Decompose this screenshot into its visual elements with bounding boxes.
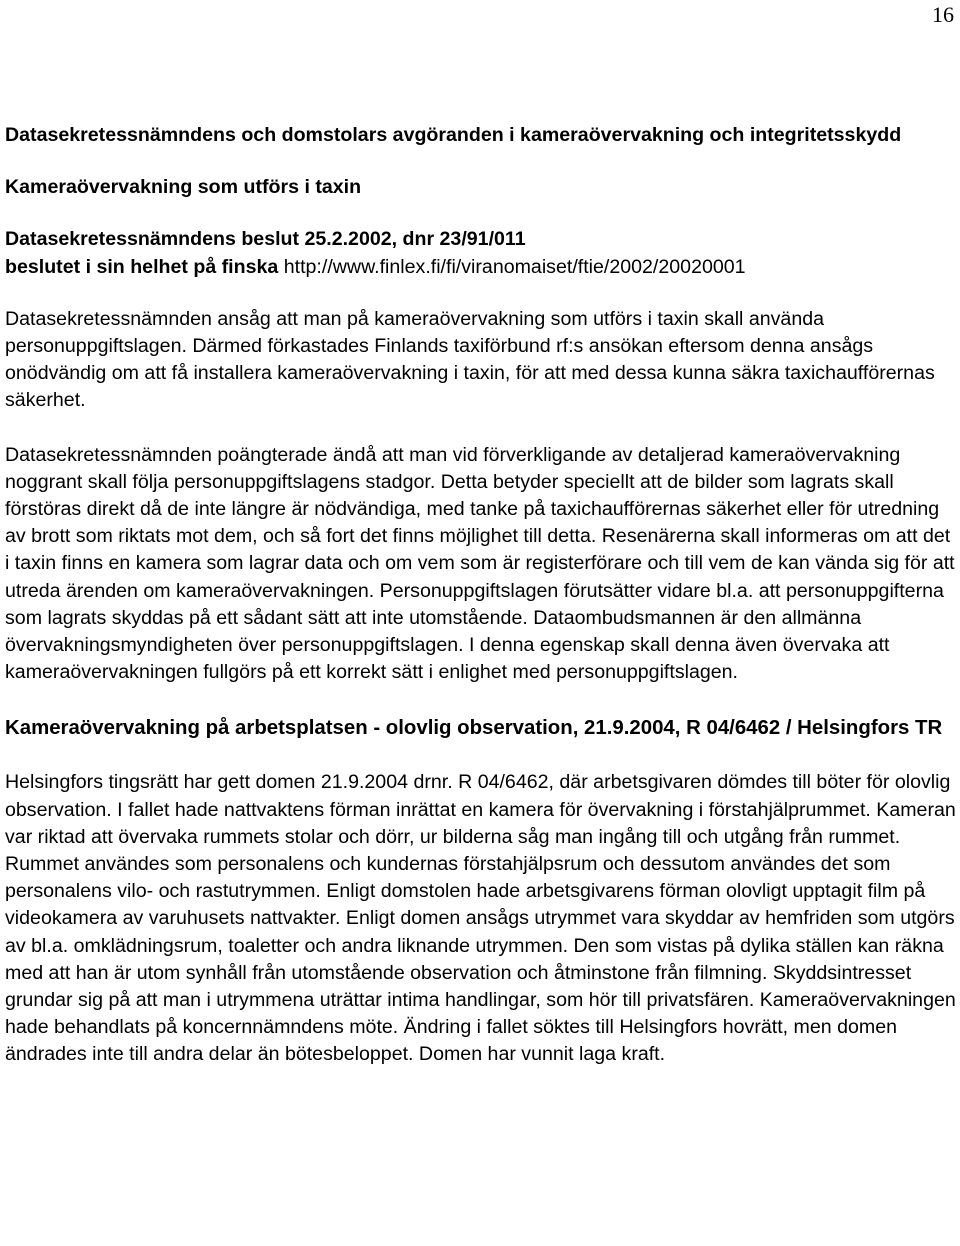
- decision-url-link[interactable]: http://www.finlex.fi/fi/viranomaiset/ftie/2002/20020001: [283, 255, 746, 278]
- paragraph-workplace: Helsingfors tingsrätt har gett domen 21.9.2004 drnr. R 04/6462, där arbetsgivaren dömdes till böter för olovlig observation. I fallet hade nattvaktens förman inrättat en kamera för övervakning i förstahjälprummet. Kameran var riktad att övervaka rummets stolar och dörr, ur bilderna såg man ingång till och utgång från rummet. Rummet användes som personalens och kundernas förstahjälpsrum och dessutom användes det som personalens vilo- och rastutrymmen. Enligt domstolen hade arbetsgivarens förman olovligt upptagit film på videokamera av varuhusets nattvakter. Enligt domen ansågs utrymmet vara skyddar av hemfriden som utgörs av bl.a. omklädningsrum, toaletter och andra liknande utrymmen. Den som vistas på dylika ställen kan räkna med att han är utom synhåll från utomstående observation och åtminstone från filmning. Skyddsintresset grundar sig på att man i utrymmena uträttar intima handlingar, som hör till privatsfären. Kameraövervakningen hade behandlats på koncernnämndens möte. Ändring i fallet söktes till Helsingfors hovrätt, men domen ändrades inte till andra delar än bötesbeloppet. Domen har vunnit laga kraft.: [5, 771, 956, 1066]
- decision-line-1: Datasekretessnämndens beslut 25.2.2002, dnr 23/91/011: [5, 228, 526, 251]
- decision-reference: [5, 226, 957, 280]
- section-2-title: Kameraövervakning på arbetsplatsen - olovlig observation, 21.9.2004, R 04/6462 / Helsingfors TR: [5, 717, 943, 740]
- paragraph-taxi-1: Datasekretessnämnden ansåg att man på kameraövervakning som utförs i taxin skall använda personuppgiftslagen. Därmed förkastades Finlands taxiförbund rf:s ansökan eftersom denna ansågs onödvändig om att få installera kameraövervakning i taxin, för att med dessa kunna säkra taxichaufförernas säkerhet.: [5, 307, 935, 412]
- section-subtitle: Kameraövervakning som utförs i taxin: [5, 176, 362, 199]
- document-body: [5, 122, 957, 1069]
- decision-line-2: beslutet i sin helhet på finska: [5, 255, 279, 278]
- page-number: 16: [932, 2, 954, 27]
- paragraph-taxi-2: Datasekretessnämnden poängterade ändå att man vid förverkligande av detaljerad kameraövervakning noggrant skall följa personuppgiftslagens stadgor. Detta betyder speciellt att de bilder som lagrats skall förstöras direkt då de inte längre är nödvändiga, med tanke på taxichaufförernas säkerhet eller för utredning av brott som riktats mot dem, och så fort det finns möjlighet till detta. Resenärerna skall informeras om att det i taxin finns en kamera som lagrar data och om vem som är registerförare och till vem de kan vända sig för att utreda ärenden om kameraövervakningen. Personuppgiftslagen förutsätter vidare bl.a. att personuppgifterna som lagrats skyddas på ett sådant sätt att inte utomstående. Dataombudsmannen är den allmänna övervakningsmyndigheten över personuppgiftslagen. I denna egenskap skall denna även övervaka att kameraövervakningen fullgörs på ett korrekt sätt i enlighet med personuppgiftslagen.: [5, 443, 955, 684]
- section-title: Datasekretessnämndens och domstolars avgöranden i kameraövervakning och integritetsskydd: [5, 124, 902, 146]
